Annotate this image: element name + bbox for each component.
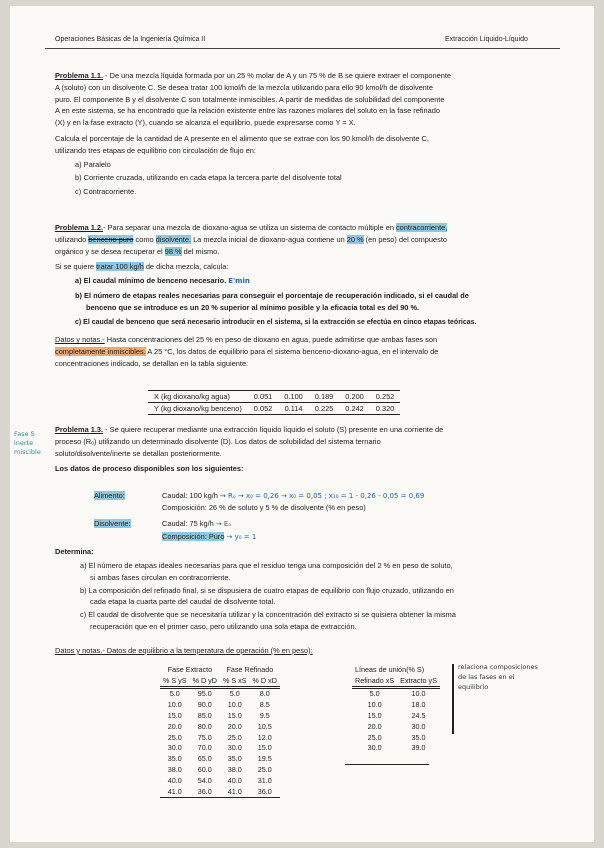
p12-text: orgánico y se desea recuperar el bbox=[55, 246, 165, 256]
p12-highlight: disolvente. bbox=[155, 234, 192, 244]
table-row bbox=[352, 732, 440, 743]
table-row bbox=[148, 403, 400, 415]
p12-text: utilizando bbox=[55, 234, 89, 244]
table-row bbox=[160, 786, 280, 797]
item-text: Corriente cruzada, utilizando en cada etapa la tercera parte del disolvente total bbox=[83, 173, 342, 183]
table-cell: 54.0 bbox=[197, 775, 212, 785]
question-b-cont: cada etapa la cuarta parte del caudal de disolvente total. bbox=[90, 597, 276, 607]
table-row bbox=[160, 732, 280, 743]
table-cell: 36.0 bbox=[250, 786, 280, 797]
header-right: Extracción Líquido-Líquido bbox=[445, 36, 528, 43]
table-header: Líneas de unión(% S) bbox=[355, 664, 425, 674]
table-header-row bbox=[160, 675, 280, 687]
item-mark: c) bbox=[75, 187, 82, 197]
p11-line-2: puro. El componente B y el disolvente C son totalmente inmiscibles. A partir de medidas de solubilidad del componente bbox=[55, 94, 445, 104]
p12-highlight: 98 % bbox=[164, 246, 182, 256]
note-line: inerte bbox=[14, 439, 34, 447]
table-header-row bbox=[352, 675, 440, 687]
p13-line-2: proceso (Rₒ) utilizando un determinado disolvente (D). Los datos de solubilidad del sistema ternario bbox=[55, 436, 381, 446]
column-header: % D yD bbox=[190, 675, 220, 687]
table-cell: 10.5 bbox=[257, 721, 272, 731]
table-cell: 10.0 bbox=[167, 700, 182, 710]
table-row bbox=[160, 687, 280, 699]
table-cell: 60.0 bbox=[197, 765, 212, 775]
solvent-composition bbox=[162, 531, 256, 544]
table-cell: 5.0 bbox=[369, 689, 380, 699]
tie-lines-table bbox=[352, 664, 440, 753]
table-row bbox=[160, 753, 280, 764]
note-line: miscible bbox=[14, 448, 41, 456]
note-line: equilibrio bbox=[458, 683, 489, 691]
p12-text: Si se quiere bbox=[55, 262, 97, 272]
table-cell: 20.0 bbox=[367, 721, 382, 731]
handwritten-note: E'min bbox=[228, 277, 250, 286]
table-row bbox=[160, 721, 280, 732]
p12-item-b-cont: benceno que se introduce es un 20 % superior al mínimo posible y la eficacia total es del 90 %. bbox=[86, 302, 420, 312]
table-cell: 35.0 bbox=[411, 732, 426, 742]
table-cell: 25.0 bbox=[367, 732, 382, 742]
table-cell: 90.0 bbox=[197, 700, 212, 710]
table-cell: 25.0 bbox=[167, 732, 182, 742]
handwritten-note: → y₀ = 1 bbox=[226, 533, 257, 541]
p12-notes-line3: concentraciones indicado, se detallan en la tabla siguiente: bbox=[55, 358, 249, 368]
header-rule bbox=[45, 48, 560, 49]
table-row bbox=[148, 391, 400, 403]
p13-questions bbox=[80, 560, 570, 633]
p12-text: La mezcla inicial de dioxano-agua contiene un bbox=[191, 234, 347, 244]
p12-item-c: c) El caudal de benceno que será necesario introducir en el sistema, si la extracción se efectúa en cinco etapas teóricas. bbox=[75, 318, 477, 326]
table-cell: 70.0 bbox=[197, 743, 212, 753]
table-row bbox=[160, 775, 280, 786]
margin-handwritten-note bbox=[14, 430, 41, 457]
table-cell: 24.5 bbox=[411, 711, 426, 721]
handwritten-note: → Rₒ bbox=[219, 492, 236, 500]
table-row bbox=[352, 687, 440, 699]
feed-label-text: Alimento: bbox=[94, 491, 125, 500]
feed-flow-text: Caudal: 100 kg/h bbox=[162, 491, 218, 500]
table-cell: 0.252 bbox=[370, 391, 401, 403]
table-cell: 95.0 bbox=[197, 689, 212, 699]
table-cell: 20.0 bbox=[227, 721, 242, 731]
table-cell: 0.225 bbox=[309, 403, 340, 415]
p12-text: - Para separar una mezcla de dioxano-agua se utiliza un sistema de contacto múltiple en bbox=[103, 223, 396, 232]
item-text: a) El caudal mínimo de benceno necesario. bbox=[75, 276, 227, 286]
table-cell: 15.0 bbox=[257, 743, 272, 753]
note-line: relaciona composiciones bbox=[458, 663, 538, 671]
table-cell: 38.0 bbox=[167, 765, 182, 775]
handwritten-note: → Eₒ bbox=[215, 520, 232, 528]
feed-composition: Composición: 26 % de soluto y 5 % de disolvente (% en peso) bbox=[162, 503, 366, 512]
solvent-composition-text: Composición: Puro bbox=[162, 532, 225, 541]
table-cell: 10.0 bbox=[227, 700, 242, 710]
p12-text: como bbox=[133, 234, 156, 244]
problem-1-2-title: Problema 1.2. bbox=[55, 223, 104, 232]
table-cell: 40.0 bbox=[167, 775, 182, 785]
table-cell: 25.0 bbox=[227, 732, 242, 742]
feed-flow bbox=[162, 490, 572, 503]
problem-1-2 bbox=[55, 222, 570, 370]
p13-text: - Se quiere recuperar mediante una extracción líquido líquido el soluto (S) presente en una corriente de bbox=[105, 425, 444, 434]
brace-line bbox=[452, 664, 454, 734]
table-cell: 0.320 bbox=[370, 403, 401, 415]
solvent-flow-text: Caudal: 75 kg/h bbox=[162, 519, 214, 528]
p11-question-1: utilizando tres etapas de equilibrio con circulación de flujo en: bbox=[55, 145, 256, 155]
table-cell: 30.0 bbox=[227, 743, 242, 753]
table-header-row bbox=[352, 664, 440, 675]
table-cell: 10.0 bbox=[367, 700, 382, 710]
table-header: Fase Refinado bbox=[226, 664, 274, 674]
problem-1-1-title: Problema 1.1. bbox=[55, 71, 104, 80]
p13-line-3: soluto/disolvente/inerte se detallan posteriormente. bbox=[55, 448, 222, 458]
equilibrium-table-1 bbox=[148, 390, 400, 415]
question-c: c) El caudal de disolvente que se necesitaría utilizar y la concentración del extracto si se quisiera obtener la misma bbox=[80, 610, 456, 620]
item-text: Contracorriente. bbox=[83, 187, 137, 197]
p12-text: del mismo. bbox=[181, 246, 220, 256]
p12-item-a bbox=[75, 275, 570, 288]
p11-line-4: (X) y en la fase extracto (Y), cuando se alcanza el equilibrio, puede expresarse como Y = X. bbox=[55, 118, 356, 128]
solvent-flow bbox=[162, 518, 231, 531]
question-c-cont: recuperación que en el primer caso, pero utilizando una sola etapa de extracción. bbox=[90, 621, 357, 631]
table-cell: 85.0 bbox=[197, 711, 212, 721]
table-row bbox=[160, 699, 280, 710]
p11-line-1: A (soluto) con un disolvente C. Se desea tratar 100 kmol/h de la mezcla utilizando para ello 90 kmol/h de disolvente bbox=[55, 82, 433, 92]
column-header: % S yS bbox=[160, 675, 190, 687]
table-cell: 0.114 bbox=[278, 403, 309, 415]
table-cell: 0.052 bbox=[248, 403, 279, 415]
table-cell: 8.0 bbox=[259, 689, 270, 699]
table-row bbox=[352, 721, 440, 732]
p11-line-0: - De una mezcla líquida formada por un 25 % molar de A y un 75 % de B se quiere extraer el componente bbox=[105, 71, 452, 80]
table-header: Fase Extracto bbox=[167, 664, 213, 674]
table-cell: 65.0 bbox=[197, 754, 212, 764]
table-row bbox=[352, 710, 440, 721]
table-cell: 41.0 bbox=[160, 786, 190, 797]
p12-text: de dicha mezcla, calcula: bbox=[143, 262, 229, 272]
p11-item-b bbox=[75, 172, 565, 184]
table-cell: 40.0 bbox=[227, 775, 242, 785]
table-row bbox=[160, 764, 280, 775]
table-cell: 0.100 bbox=[278, 391, 309, 403]
table-cell: 35.0 bbox=[227, 754, 242, 764]
table-header-row bbox=[160, 664, 280, 675]
p12-item-b: b) El número de etapas reales necesarias para conseguir el porcentaje de recuperación indicado, si el caudal de bbox=[75, 290, 469, 300]
table-cell: 30.0 bbox=[167, 743, 182, 753]
p11-question-0: Calcula el porcentaje de la cantidad de A presente en el alimento que se extrae con los 90 kmol/h de disolvente C, bbox=[55, 133, 429, 143]
table-cell: X (kg dioxano/kg agua) bbox=[148, 391, 248, 403]
handwritten-note: → x₀ = 0,26 → x₀ = 0,05 ; x₁₀ = 1 - 0,26 - 0,05 = 0,69 bbox=[237, 492, 425, 500]
table-cell: 0.051 bbox=[248, 391, 279, 403]
p13-line-4: Los datos de proceso disponibles son los siguientes: bbox=[55, 464, 244, 474]
table-cell: 35.0 bbox=[167, 754, 182, 764]
table-cell: 25.0 bbox=[257, 765, 272, 775]
table-cell: 15.0 bbox=[227, 711, 242, 721]
feed-label bbox=[94, 490, 125, 502]
item-mark: b) bbox=[75, 173, 82, 183]
problem-1-3 bbox=[55, 424, 570, 475]
table-cell: 31.0 bbox=[257, 775, 272, 785]
equilibrium-table-2 bbox=[160, 664, 280, 798]
table-cell: 5.0 bbox=[169, 689, 180, 699]
column-header: Extracto yS bbox=[397, 675, 440, 687]
tie-table-rule bbox=[345, 764, 429, 765]
question-b: b) La composición del refinado final, si se dispusiera de cuatro etapas de equilibrio con flujo cruzado, utilizando en bbox=[80, 585, 454, 595]
table-cell: 30.0 bbox=[411, 721, 426, 731]
p12-highlight: tratar 100 kg/h bbox=[96, 262, 144, 272]
p12-highlight: benceno puro bbox=[88, 234, 134, 244]
table-cell: 20.0 bbox=[167, 721, 182, 731]
table-row bbox=[160, 743, 280, 754]
p11-item-c bbox=[75, 186, 565, 198]
solvent-label-text: Disolvente: bbox=[94, 519, 131, 528]
table-cell: 9.5 bbox=[259, 711, 270, 721]
p12-highlight: contracorriente, bbox=[395, 223, 448, 232]
table-cell: 18.0 bbox=[411, 700, 426, 710]
table-cell: 8.5 bbox=[259, 700, 270, 710]
table-cell: 80.0 bbox=[197, 721, 212, 731]
table-cell: 75.0 bbox=[197, 732, 212, 742]
table-cell: 15.0 bbox=[167, 711, 182, 721]
table-cell: 41.0 bbox=[220, 786, 250, 797]
table-cell: 30.0 bbox=[367, 743, 382, 753]
p12-text: A 25 °C, los datos de equilibrio para el sistema benceno-dioxano-agua, en el intervalo de bbox=[145, 347, 439, 357]
table-row bbox=[160, 710, 280, 721]
p12-text: (en peso) del compuesto bbox=[363, 234, 447, 244]
table-cell: 15.0 bbox=[367, 711, 382, 721]
table-row bbox=[352, 699, 440, 710]
note-line: Fase S bbox=[14, 430, 35, 438]
determine-label: Determina: bbox=[55, 547, 94, 556]
table-cell: 0.242 bbox=[339, 403, 370, 415]
column-header: % D xD bbox=[250, 675, 280, 687]
p12-highlight: 20 % bbox=[346, 234, 364, 244]
item-text: Paralelo bbox=[83, 159, 111, 169]
item-mark: a) bbox=[75, 159, 82, 169]
question-a: a) El número de etapas ideales necesarias para que el residuo tenga una composición del 2 % en peso de soluto, bbox=[80, 561, 453, 570]
p12-text: Hasta concentraciones del 25 % en peso de dioxano en agua, puede admitirse que ambas fases son bbox=[104, 335, 438, 345]
table-cell: 0.189 bbox=[309, 391, 340, 403]
table-cell: 5.0 bbox=[229, 689, 240, 699]
p11-item-a bbox=[75, 159, 565, 171]
table-cell: 19.5 bbox=[257, 754, 272, 764]
column-header: Refinado xS bbox=[352, 675, 397, 687]
table-cell: Y (kg dioxano/kg benceno) bbox=[148, 403, 248, 415]
table-cell: 38.0 bbox=[227, 765, 242, 775]
p12-notes-title: Datos y notas.- bbox=[55, 335, 105, 345]
header-left: Operaciones Básicas de la Ingeniería Química II bbox=[55, 36, 206, 43]
table-cell: 36.0 bbox=[190, 786, 220, 797]
p13-notes: Datos y notas.- Datos de equilibrio a la temperatura de operación (% en peso): bbox=[55, 646, 313, 655]
p12-highlight-orange: completamente inmiscibles. bbox=[55, 347, 146, 357]
table-cell: 39.0 bbox=[411, 743, 426, 753]
table-cell: 10.0 bbox=[411, 689, 426, 699]
note-line: de las fases en el bbox=[458, 673, 515, 681]
table-row bbox=[352, 743, 440, 754]
problem-1-3-title: Problema 1.3. bbox=[55, 425, 104, 434]
table-cell: 0.200 bbox=[339, 391, 370, 403]
question-a-cont: si ambas fases circulan en contracorriente. bbox=[90, 572, 231, 582]
table-cell: 12.0 bbox=[257, 732, 272, 742]
problem-1-1 bbox=[55, 70, 565, 198]
side-handwritten-note bbox=[458, 662, 538, 692]
solvent-label bbox=[94, 518, 131, 530]
column-header: % S xS bbox=[220, 675, 250, 687]
p11-line-3: A en este sistema, se ha encontrado que la relación existente entre las razones molares del soluto en la fase refinado bbox=[55, 106, 440, 116]
